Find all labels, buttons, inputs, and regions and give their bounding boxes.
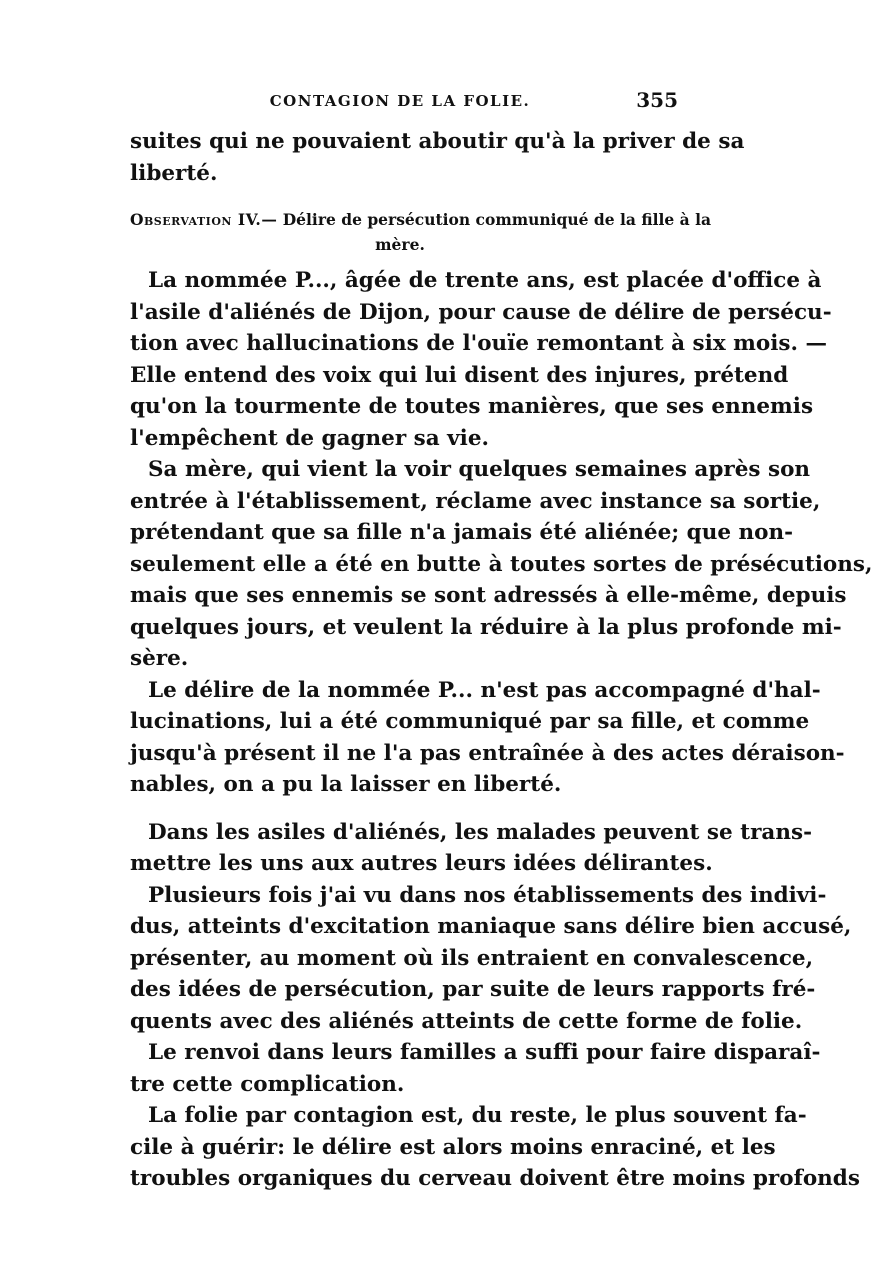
paragraph-gap bbox=[130, 801, 670, 817]
text-line: jusqu'à présent il ne l'a pas entraînée à des actes déraison- bbox=[130, 740, 845, 766]
text-line: lucinations, lui a été communiqué par sa fille, et comme bbox=[130, 709, 810, 734]
observation-label: Observation IV.— bbox=[130, 210, 278, 229]
text-line: seulement elle a été en butte à toutes sortes de présécutions, bbox=[130, 551, 873, 577]
text-line: cile à guérir: le délire est alors moins enraciné, et les bbox=[130, 1134, 776, 1160]
running-head: CONTAGION DE LA FOLIE. bbox=[269, 92, 531, 110]
text-line: présenter, au moment où ils entraient en convalescence, bbox=[130, 945, 814, 971]
text-line: sère. bbox=[130, 646, 189, 671]
paragraph bbox=[130, 817, 813, 880]
text-line: quents avec des aliénés atteints de cette forme de folie. bbox=[130, 1008, 803, 1034]
text-line: La folie par contagion est, du reste, le plus souvent fa- bbox=[148, 1103, 807, 1128]
page-number: 355 bbox=[636, 88, 678, 112]
paragraph bbox=[130, 126, 745, 189]
text-line: tre cette complication. bbox=[130, 1071, 405, 1097]
text-line: La nommée P..., âgée de trente ans, est placée d'office à bbox=[148, 268, 822, 293]
text-line: Le délire de la nommée P... n'est pas accompagné d'hal- bbox=[148, 677, 821, 703]
paragraph bbox=[130, 675, 845, 801]
page-header bbox=[130, 88, 678, 122]
text-line: l'empêchent de gagner sa vie. bbox=[130, 425, 490, 451]
text-line: mais que ses ennemis se sont adressés à elle-même, depuis bbox=[130, 583, 847, 608]
text-line: l'asile d'aliénés de Dijon, pour cause de délire de persécu- bbox=[130, 299, 832, 325]
paragraph bbox=[130, 1100, 860, 1195]
text-line: dus, atteints d'excitation maniaque sans délire bien accusé, bbox=[130, 914, 852, 939]
text-line: nables, on a pu la laisser en liberté. bbox=[130, 772, 562, 797]
text-line: mettre les uns aux autres leurs idées délirantes. bbox=[130, 851, 713, 876]
observation-title: Délire de persécution communiqué de la fille à la bbox=[282, 210, 712, 229]
text-line: Dans les asiles d'aliénés, les malades peuvent se trans- bbox=[148, 819, 813, 845]
text-line: Le renvoi dans leurs familles a suffi pour faire disparaî- bbox=[148, 1040, 821, 1065]
paragraph bbox=[130, 1037, 821, 1100]
text-line: troubles organiques du cerveau doivent être moins profonds bbox=[130, 1166, 860, 1191]
text-line: entrée à l'établissement, réclame avec instance sa sortie, bbox=[130, 488, 821, 514]
paragraph bbox=[130, 454, 873, 675]
text-line: liberté. bbox=[130, 160, 218, 186]
text-line: quelques jours, et veulent la réduire à la plus profonde mi- bbox=[130, 614, 842, 640]
observation-title-cont: mère. bbox=[375, 235, 425, 254]
body-text bbox=[130, 126, 873, 1195]
text-line: qu'on la tourmente de toutes manières, que ses ennemis bbox=[130, 394, 814, 419]
paragraph bbox=[130, 880, 852, 1038]
text-line: Sa mère, qui vient la voir quelques semaines après son bbox=[148, 457, 811, 482]
text-line: prétendant que sa fille n'a jamais été aliénée; que non- bbox=[130, 520, 794, 545]
text-line: tion avec hallucinations de l'ouïe remontant à six mois. — bbox=[130, 331, 827, 356]
observation-heading bbox=[130, 207, 712, 257]
text-line: Plusieurs fois j'ai vu dans nos établissements des indivi- bbox=[148, 882, 827, 908]
paragraph bbox=[130, 265, 832, 454]
text-line: suites qui ne pouvaient aboutir qu'à la priver de sa bbox=[130, 129, 745, 154]
text-line: Elle entend des voix qui lui disent des injures, prétend bbox=[130, 362, 789, 388]
text-line: des idées de persécution, par suite de leurs rapports fré- bbox=[130, 977, 816, 1002]
